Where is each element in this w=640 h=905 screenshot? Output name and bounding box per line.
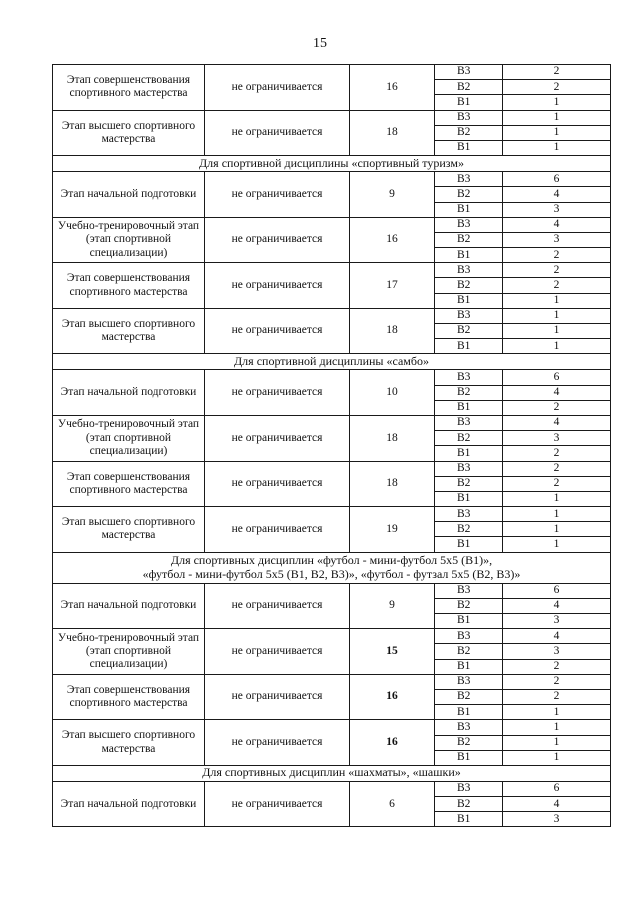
age-cell: 17 — [350, 263, 435, 309]
category-code: В1 — [435, 446, 503, 461]
category-code: В1 — [435, 248, 503, 263]
category-code: В2 — [435, 232, 503, 247]
category-value: 4 — [503, 598, 611, 613]
table-row — [53, 583, 611, 598]
table-row — [53, 370, 611, 385]
table-row — [53, 217, 611, 232]
category-code: В2 — [435, 80, 503, 95]
category-value: 3 — [503, 232, 611, 247]
category-code: В2 — [435, 476, 503, 491]
age-cell: 15 — [350, 629, 435, 675]
limit-cell: не ограничивается — [205, 415, 350, 461]
category-value: 4 — [503, 797, 611, 812]
table-row — [53, 110, 611, 125]
category-code: В1 — [435, 659, 503, 674]
age-cell: 6 — [350, 781, 435, 827]
limit-cell: не ограничивается — [205, 308, 350, 354]
category-value: 1 — [503, 522, 611, 537]
category-value: 2 — [503, 248, 611, 263]
category-code: В3 — [435, 781, 503, 796]
limit-cell: не ограничивается — [205, 674, 350, 720]
limit-cell: не ограничивается — [205, 781, 350, 827]
stage-name: Этап начальной подготовки — [53, 172, 205, 218]
category-code: В1 — [435, 339, 503, 354]
category-value: 4 — [503, 385, 611, 400]
age-cell: 18 — [350, 110, 435, 156]
section-header — [53, 765, 611, 781]
category-value: 2 — [503, 689, 611, 704]
category-code: В2 — [435, 324, 503, 339]
category-value: 2 — [503, 659, 611, 674]
category-value: 1 — [503, 140, 611, 155]
category-value: 1 — [503, 95, 611, 110]
limit-cell: не ограничивается — [205, 583, 350, 629]
category-value: 2 — [503, 461, 611, 476]
category-code: В3 — [435, 415, 503, 430]
section-header-line: Для спортивной дисциплины «спортивный туризм» — [199, 155, 464, 170]
category-value: 1 — [503, 705, 611, 720]
limit-cell: не ограничивается — [205, 172, 350, 218]
category-value: 6 — [503, 370, 611, 385]
stage-name: Этап совершенствования спортивного мастерства — [53, 461, 205, 507]
age-cell: 18 — [350, 308, 435, 354]
category-code: В1 — [435, 750, 503, 765]
category-value: 3 — [503, 431, 611, 446]
category-code: В1 — [435, 95, 503, 110]
category-code: В3 — [435, 720, 503, 735]
category-code: В1 — [435, 491, 503, 506]
category-value: 4 — [503, 217, 611, 232]
category-value: 1 — [503, 720, 611, 735]
category-value: 1 — [503, 308, 611, 323]
category-value: 3 — [503, 644, 611, 659]
stage-name: Этап начальной подготовки — [53, 781, 205, 827]
limit-cell: не ограничивается — [205, 217, 350, 263]
age-cell: 9 — [350, 172, 435, 218]
category-code: В1 — [435, 537, 503, 552]
category-code: В3 — [435, 674, 503, 689]
table-row — [53, 674, 611, 689]
category-value: 3 — [503, 202, 611, 217]
category-value: 4 — [503, 629, 611, 644]
category-value: 2 — [503, 263, 611, 278]
table-row — [53, 781, 611, 796]
category-code: В3 — [435, 110, 503, 125]
category-value: 1 — [503, 293, 611, 308]
table-body — [53, 65, 611, 827]
category-code: В3 — [435, 370, 503, 385]
section-header-row — [53, 156, 611, 172]
age-cell: 18 — [350, 461, 435, 507]
category-code: В1 — [435, 293, 503, 308]
category-code: В2 — [435, 598, 503, 613]
category-value: 6 — [503, 781, 611, 796]
stage-name: Этап совершенствования спортивного мастерства — [53, 263, 205, 309]
table-row — [53, 720, 611, 735]
table-row — [53, 415, 611, 430]
category-value: 1 — [503, 537, 611, 552]
limit-cell: не ограничивается — [205, 65, 350, 111]
category-value: 1 — [503, 125, 611, 140]
stage-name: Этап начальной подготовки — [53, 370, 205, 416]
section-header — [53, 354, 611, 370]
category-code: В3 — [435, 583, 503, 598]
category-code: В3 — [435, 172, 503, 187]
table-row — [53, 65, 611, 80]
age-cell: 10 — [350, 370, 435, 416]
category-code: В2 — [435, 431, 503, 446]
category-value: 1 — [503, 324, 611, 339]
stage-name: Этап начальной подготовки — [53, 583, 205, 629]
stage-name: Этап совершенствования спортивного мастерства — [53, 65, 205, 111]
category-code: В2 — [435, 125, 503, 140]
category-code: В1 — [435, 400, 503, 415]
category-code: В1 — [435, 140, 503, 155]
category-code: В1 — [435, 202, 503, 217]
section-header-row — [53, 765, 611, 781]
category-value: 2 — [503, 80, 611, 95]
category-value: 2 — [503, 446, 611, 461]
section-header — [53, 552, 611, 583]
category-value: 6 — [503, 583, 611, 598]
limit-cell: не ограничивается — [205, 629, 350, 675]
category-code: В2 — [435, 735, 503, 750]
stage-name: Учебно-тренировочный этап (этап спортивной специализации) — [53, 217, 205, 263]
category-code: В3 — [435, 217, 503, 232]
stage-name: Этап высшего спортивного мастерства — [53, 110, 205, 156]
limit-cell: не ограничивается — [205, 370, 350, 416]
age-cell: 18 — [350, 415, 435, 461]
category-code: В3 — [435, 65, 503, 80]
table-row — [53, 507, 611, 522]
age-cell: 16 — [350, 217, 435, 263]
category-code: В2 — [435, 385, 503, 400]
category-value: 2 — [503, 278, 611, 293]
category-code: В3 — [435, 308, 503, 323]
stage-name: Учебно-тренировочный этап (этап спортивной специализации) — [53, 415, 205, 461]
page-number: 15 — [313, 36, 327, 51]
category-value: 2 — [503, 674, 611, 689]
category-value: 3 — [503, 614, 611, 629]
age-cell: 19 — [350, 507, 435, 553]
category-code: В3 — [435, 507, 503, 522]
table-row — [53, 172, 611, 187]
category-value: 1 — [503, 750, 611, 765]
limit-cell: не ограничивается — [205, 507, 350, 553]
category-code: В3 — [435, 629, 503, 644]
category-value: 3 — [503, 812, 611, 827]
stage-name: Этап совершенствования спортивного мастерства — [53, 674, 205, 720]
section-header-line: «футбол - мини-футбол 5х5 (В1, В2, В3)», «футбол - футзал 5х5 (В2, В3)» — [142, 566, 521, 581]
limit-cell: не ограничивается — [205, 461, 350, 507]
limit-cell: не ограничивается — [205, 263, 350, 309]
category-value: 1 — [503, 507, 611, 522]
stage-name: Учебно-тренировочный этап (этап спортивной специализации) — [53, 629, 205, 675]
category-code: В3 — [435, 263, 503, 278]
section-header — [53, 156, 611, 172]
category-code: В1 — [435, 705, 503, 720]
category-code: В2 — [435, 187, 503, 202]
section-header-line: Для спортивной дисциплины «самбо» — [234, 353, 429, 368]
category-value: 2 — [503, 65, 611, 80]
requirements-table — [52, 64, 611, 827]
category-code: В2 — [435, 797, 503, 812]
category-value: 2 — [503, 400, 611, 415]
category-value: 1 — [503, 491, 611, 506]
age-cell: 16 — [350, 65, 435, 111]
category-code: В1 — [435, 812, 503, 827]
category-value: 4 — [503, 187, 611, 202]
category-code: В2 — [435, 644, 503, 659]
stage-name: Этап высшего спортивного мастерства — [53, 507, 205, 553]
table-row — [53, 629, 611, 644]
section-header-row — [53, 354, 611, 370]
table-row — [53, 461, 611, 476]
category-code: В1 — [435, 614, 503, 629]
section-header-row — [53, 552, 611, 583]
table-row — [53, 263, 611, 278]
category-value: 1 — [503, 339, 611, 354]
limit-cell: не ограничивается — [205, 110, 350, 156]
section-header-line: Для спортивных дисциплин «футбол - мини-футбол 5х5 (В1)», — [170, 552, 493, 567]
category-value: 1 — [503, 735, 611, 750]
category-code: В2 — [435, 689, 503, 704]
category-value: 2 — [503, 476, 611, 491]
stage-name: Этап высшего спортивного мастерства — [53, 308, 205, 354]
age-cell: 16 — [350, 720, 435, 766]
limit-cell: не ограничивается — [205, 720, 350, 766]
age-cell: 16 — [350, 674, 435, 720]
category-code: В2 — [435, 522, 503, 537]
category-value: 4 — [503, 415, 611, 430]
category-code: В2 — [435, 278, 503, 293]
category-code: В3 — [435, 461, 503, 476]
age-cell: 9 — [350, 583, 435, 629]
category-value: 6 — [503, 172, 611, 187]
category-value: 1 — [503, 110, 611, 125]
table-row — [53, 308, 611, 323]
section-header-line: Для спортивных дисциплин «шахматы», «шашки» — [202, 765, 461, 780]
stage-name: Этап высшего спортивного мастерства — [53, 720, 205, 766]
